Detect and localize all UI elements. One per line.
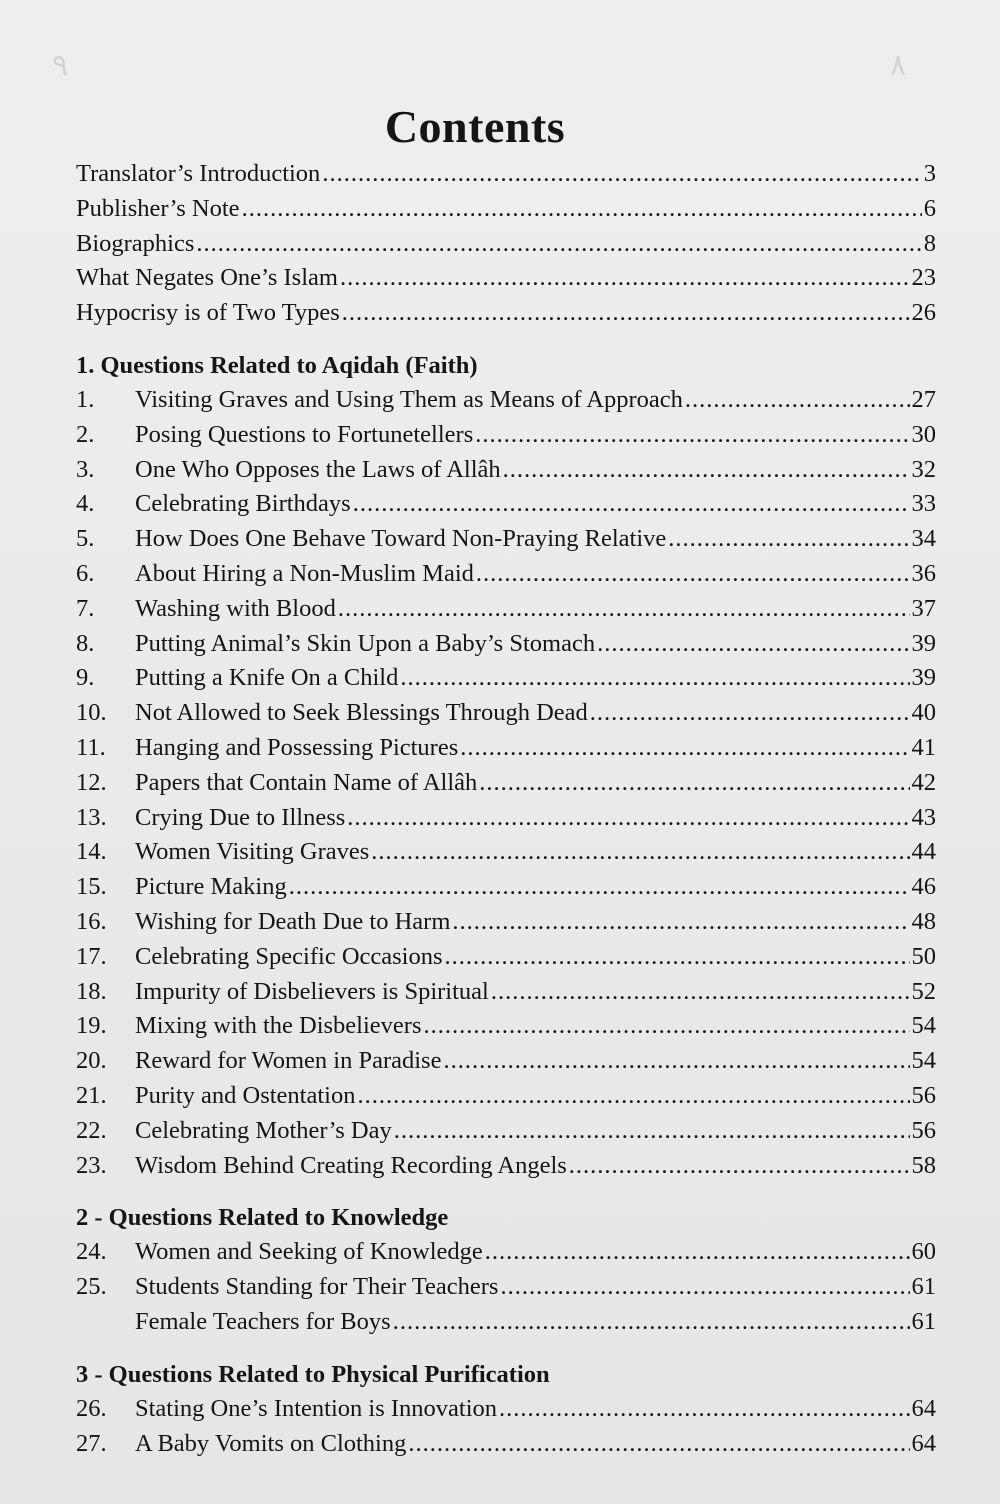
entry-number: 23.: [76, 1151, 107, 1179]
page-number: 6: [923, 194, 936, 222]
page-number: 36: [911, 559, 936, 587]
toc-entry: [76, 1395, 936, 1430]
dot-leader: [353, 490, 910, 518]
toc-entry: [76, 908, 936, 943]
toc-entry: [76, 630, 936, 665]
dot-leader: [196, 230, 921, 258]
entry-number: 5.: [76, 525, 95, 553]
page-number: 46: [911, 873, 936, 901]
page-number: 43: [911, 803, 936, 831]
page-number: 64: [911, 1394, 936, 1422]
entry-title: Celebrating Birthdays: [135, 490, 351, 518]
page-number: 56: [911, 1081, 936, 1109]
entry-number: 1.: [76, 385, 95, 413]
entry-title: Students Standing for Their Teachers: [135, 1273, 499, 1301]
front-matter-entry: [76, 160, 936, 195]
toc-entry: [76, 1047, 936, 1082]
dot-leader: [500, 1273, 909, 1301]
entry-number: 22.: [76, 1116, 107, 1144]
dot-leader: [475, 421, 909, 449]
front-matter-entry: [76, 299, 936, 334]
page-number: 61: [911, 1307, 936, 1335]
entry-title: Visiting Graves and Using Them as Means of Approach: [135, 385, 683, 413]
page-number: 39: [911, 664, 936, 692]
toc-entry: [76, 804, 936, 839]
page-number: 33: [911, 490, 936, 518]
section-heading: 3 - Questions Related to Physical Purification: [76, 1360, 550, 1388]
dot-leader: [445, 943, 910, 971]
dot-leader: [460, 734, 909, 762]
entry-number: 9.: [76, 664, 95, 692]
entry-title: Not Allowed to Seek Blessings Through Dead: [135, 699, 588, 727]
dot-leader: [485, 1238, 910, 1266]
entry-title: What Negates One’s Islam: [76, 264, 338, 292]
dot-leader: [503, 456, 910, 484]
page-number: 23: [911, 264, 936, 292]
dot-leader: [590, 699, 910, 727]
dot-leader: [499, 1395, 909, 1423]
toc-entry: [76, 1152, 936, 1187]
section-gap: [76, 1343, 936, 1361]
toc-entry: [76, 386, 936, 421]
table-of-contents: [76, 160, 936, 1464]
front-matter-entry: [76, 195, 936, 230]
entry-number: 7.: [76, 594, 95, 622]
entry-number: 27.: [76, 1429, 107, 1457]
front-matter-entry: [76, 230, 936, 265]
dot-leader: [394, 1117, 910, 1145]
page-number: 44: [911, 838, 936, 866]
toc-entry: [76, 525, 936, 560]
page-number: 56: [911, 1116, 936, 1144]
entry-number: 16.: [76, 907, 107, 935]
page-number: 27: [911, 385, 936, 413]
entry-title: Wishing for Death Due to Harm: [135, 907, 451, 935]
page-number: 26: [911, 299, 936, 327]
section-heading: 1. Questions Related to Aqidah (Faith): [76, 351, 478, 379]
entry-title: Stating One’s Intention is Innovation: [135, 1394, 498, 1422]
page-number: 30: [911, 420, 936, 448]
entry-number: 15.: [76, 873, 107, 901]
entry-number: 17.: [76, 942, 107, 970]
dot-leader: [423, 1012, 909, 1040]
page-number: 3: [923, 160, 936, 187]
entry-number: 6.: [76, 559, 95, 587]
toc-entry: [76, 421, 936, 456]
page-number: 64: [911, 1429, 936, 1457]
page-number: 42: [911, 768, 936, 796]
entry-title: Female Teachers for Boys: [135, 1307, 391, 1335]
toc-entry: [76, 1273, 936, 1308]
entry-number: 20.: [76, 1047, 107, 1075]
entry-title: Celebrating Mother’s Day: [135, 1116, 392, 1144]
entry-number: 3.: [76, 455, 95, 483]
dot-leader: [443, 1047, 909, 1075]
entry-number: 24.: [76, 1238, 107, 1266]
page-number: 40: [911, 699, 936, 727]
entry-title: Publisher’s Note: [76, 194, 240, 222]
entry-title: Papers that Contain Name of Allâh: [135, 768, 478, 796]
entry-number: 18.: [76, 977, 107, 1005]
section-gap: [76, 1186, 936, 1204]
entry-number: 8.: [76, 629, 95, 657]
entry-title: Wisdom Behind Creating Recording Angels: [135, 1151, 567, 1179]
dot-leader: [347, 804, 909, 832]
dot-leader: [408, 1430, 909, 1458]
entry-title: Putting Animal’s Skin Upon a Baby’s Stomach: [135, 629, 596, 657]
dot-leader: [393, 1308, 910, 1336]
dot-leader: [342, 299, 910, 327]
entry-number: 12.: [76, 768, 107, 796]
page-number: 60: [911, 1238, 936, 1266]
dot-leader: [569, 1152, 910, 1180]
entry-title: Putting a Knife On a Child: [135, 664, 399, 692]
page-number: 50: [911, 942, 936, 970]
toc-entry: [76, 456, 936, 491]
dot-leader: [400, 664, 909, 692]
entry-title: Purity and Ostentation: [135, 1081, 356, 1109]
toc-entry: [76, 838, 936, 873]
toc-entry: [76, 490, 936, 525]
toc-entry: [76, 978, 936, 1013]
entry-number: 21.: [76, 1081, 107, 1109]
toc-entry: [76, 595, 936, 630]
entry-number: 11.: [76, 733, 106, 761]
entry-title: Translator’s Introduction: [76, 160, 321, 187]
page-title: Contents: [384, 101, 566, 152]
toc-entry: [76, 560, 936, 595]
entry-number: 4.: [76, 490, 95, 518]
dot-leader: [242, 195, 922, 223]
dot-leader: [289, 873, 910, 901]
front-matter-entry: [76, 264, 936, 299]
toc-entry: [76, 1238, 936, 1273]
entry-title: Washing with Blood: [135, 594, 336, 622]
entry-title: Women Visiting Graves: [135, 838, 370, 866]
toc-entry: [76, 1117, 936, 1152]
entry-title: Reward for Women in Paradise: [135, 1047, 442, 1075]
page-number: 39: [911, 629, 936, 657]
toc-entry: [76, 1430, 936, 1465]
entry-number: 26.: [76, 1394, 107, 1422]
entry-title: Celebrating Specific Occasions: [135, 942, 443, 970]
toc-entry: [76, 873, 936, 908]
page-number: 37: [911, 594, 936, 622]
entry-title: One Who Opposes the Laws of Allâh: [135, 455, 501, 483]
dot-leader: [668, 525, 909, 553]
page-number: 52: [911, 977, 936, 1005]
entry-title: Hanging and Possessing Pictures: [135, 733, 459, 761]
section-heading: 2 - Questions Related to Knowledge: [76, 1204, 449, 1232]
entry-title: Hypocrisy is of Two Types: [76, 299, 340, 327]
page-number: 54: [911, 1047, 936, 1075]
toc-entry: [76, 699, 936, 734]
dot-leader: [371, 838, 909, 866]
entry-title: How Does One Behave Toward Non-Praying Relative: [135, 525, 667, 553]
entry-number: 14.: [76, 838, 107, 866]
dot-leader: [479, 769, 909, 797]
show-through-mark-right: ٨: [890, 49, 907, 82]
dot-leader: [322, 160, 921, 188]
page-number: 34: [911, 525, 936, 553]
entry-title: Biographics: [76, 229, 195, 257]
toc-entry: [76, 769, 936, 804]
entry-title: About Hiring a Non-Muslim Maid: [135, 559, 474, 587]
dot-leader: [452, 908, 909, 936]
dot-leader: [685, 386, 910, 414]
dot-leader: [491, 978, 910, 1006]
entry-title: A Baby Vomits on Clothing: [135, 1429, 407, 1457]
entry-title: Women and Seeking of Knowledge: [135, 1238, 483, 1266]
entry-title: Crying Due to Illness: [135, 803, 346, 831]
entry-number: 25.: [76, 1273, 107, 1301]
entry-number: 10.: [76, 699, 107, 727]
page-number: 58: [911, 1151, 936, 1179]
toc-entry: [76, 943, 936, 978]
toc-entry: [76, 1012, 936, 1047]
page-number: 54: [911, 1012, 936, 1040]
page-number: 48: [911, 907, 936, 935]
entry-title: Mixing with the Disbelievers: [135, 1012, 422, 1040]
dot-leader: [340, 264, 910, 292]
toc-entry: [76, 734, 936, 769]
dot-leader: [476, 560, 910, 588]
entry-title: Posing Questions to Fortunetellers: [135, 420, 474, 448]
page-number: 61: [911, 1273, 936, 1301]
dot-leader: [597, 630, 909, 658]
page-number: 8: [923, 229, 936, 257]
toc-entry: [76, 1082, 936, 1117]
page-number: 32: [911, 455, 936, 483]
entry-title: Picture Making: [135, 873, 287, 901]
dot-leader: [357, 1082, 909, 1110]
toc-entry: [76, 664, 936, 699]
show-through-mark-left: ٩: [52, 49, 69, 82]
page-number: 41: [911, 733, 936, 761]
entry-number: 19.: [76, 1012, 107, 1040]
entry-title: Impurity of Disbelievers is Spiritual: [135, 977, 489, 1005]
entry-number: 13.: [76, 803, 107, 831]
entry-number: 2.: [76, 420, 95, 448]
toc-entry: [76, 1308, 936, 1343]
dot-leader: [338, 595, 910, 623]
section-gap: [76, 334, 936, 352]
